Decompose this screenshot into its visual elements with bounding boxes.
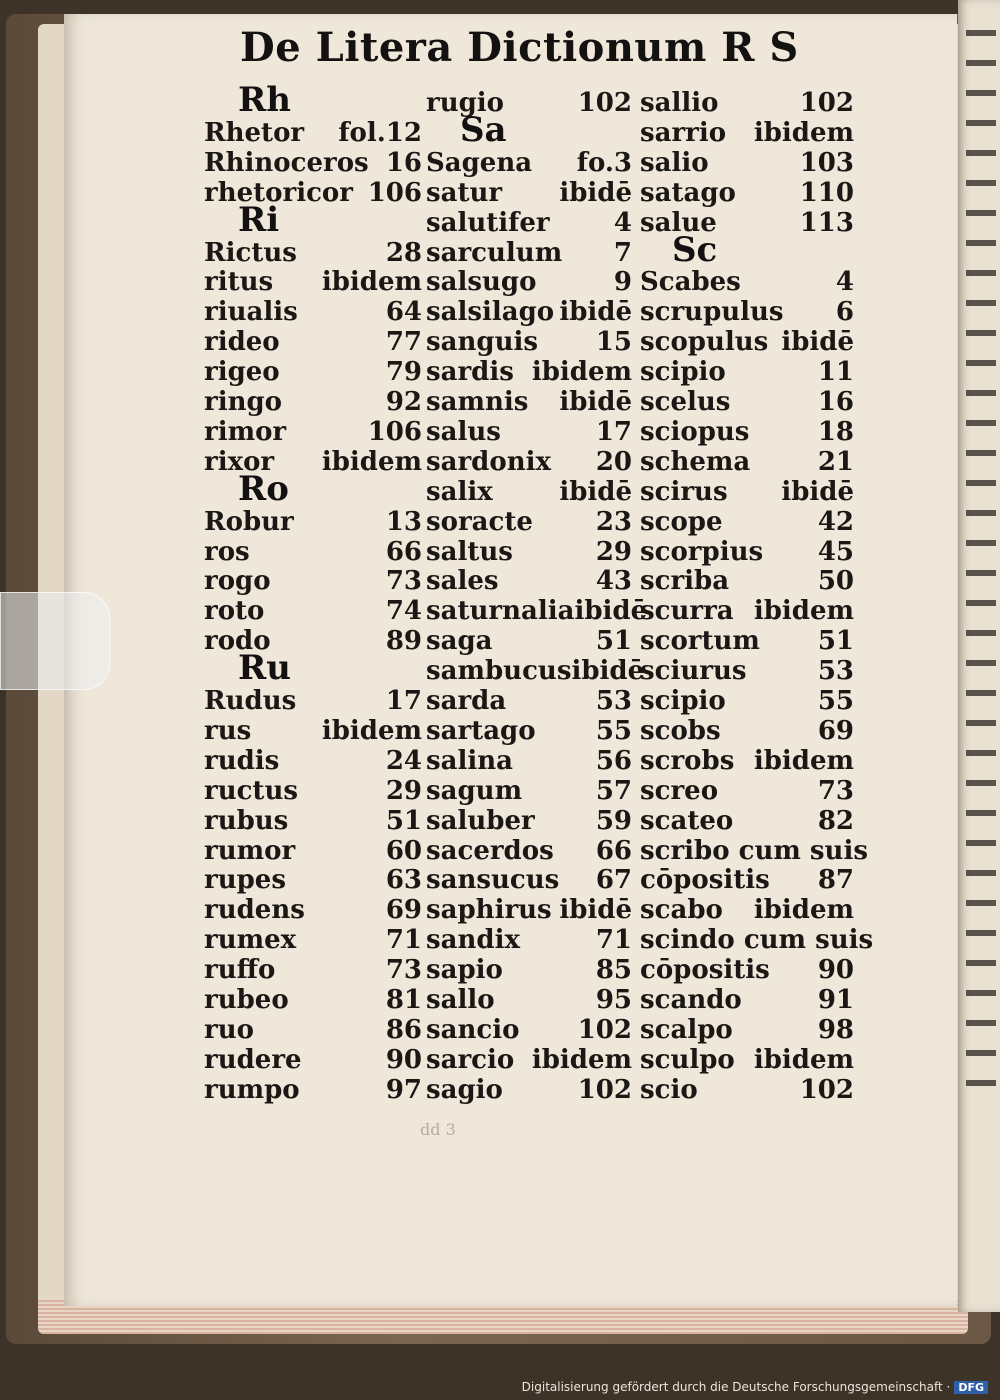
index-entry [640, 148, 854, 178]
entry-reference: ibidem [753, 117, 854, 148]
entry-reference: 85 [595, 955, 632, 986]
index-entry [204, 836, 422, 866]
entry-reference: 102 [799, 1074, 854, 1105]
plastic-page-tab [0, 592, 110, 690]
index-entry [426, 327, 632, 357]
index-entry [640, 626, 854, 656]
entry-word: scando [640, 985, 742, 1015]
entry-word: sanguis [426, 327, 538, 358]
entry-word: roto [204, 596, 265, 627]
entry-word: Sagena [426, 147, 533, 178]
entry-word: saltus [426, 536, 513, 567]
entry-reference: ibidē [559, 895, 632, 926]
entry-word: sculpo [640, 1044, 735, 1075]
index-entry [204, 1015, 422, 1045]
entry-reference: 43 [595, 566, 632, 597]
index-entry [426, 895, 632, 925]
entry-word: rideo [204, 327, 280, 358]
index-entry [204, 686, 422, 716]
index-entry [426, 566, 632, 596]
index-entry [204, 267, 422, 297]
entry-word: sacerdos [426, 835, 554, 866]
index-entry [426, 447, 632, 477]
entry-reference: ibidē [559, 387, 632, 417]
entry-reference: ibidem [753, 745, 854, 776]
entry-reference: 90 [385, 1044, 422, 1075]
entry-reference: 90 [817, 955, 854, 986]
index-entry [426, 656, 645, 687]
entry-word: scribo cum suis [640, 835, 868, 866]
entry-reference: 9 [613, 267, 632, 298]
entry-word: scipio [640, 686, 726, 716]
entry-reference: ibidē [559, 476, 632, 507]
entry-reference: ibidem [321, 267, 422, 298]
entry-word: rodo [204, 626, 271, 657]
entry-reference: 55 [817, 686, 854, 716]
entry-word: rudis [204, 745, 280, 776]
entry-word: rigeo [204, 357, 280, 388]
dfg-logo: DFG [954, 1381, 988, 1394]
entry-reference: 51 [385, 805, 422, 836]
entry-word: saga [426, 626, 493, 657]
entry-reference: 63 [385, 865, 422, 896]
entry-word: saphirus [426, 895, 552, 926]
index-entry [426, 238, 632, 268]
entry-reference: 11 [817, 357, 854, 388]
entry-reference: 16 [817, 387, 854, 417]
entry-word: sandix [426, 925, 520, 956]
section-rubric: Rh [238, 80, 291, 120]
entry-word: rimor [204, 416, 287, 447]
entry-reference: ibidē [574, 596, 648, 627]
entry-word: rumpo [204, 1074, 300, 1105]
entry-reference: 71 [595, 925, 632, 956]
entry-reference: 71 [385, 925, 422, 956]
entry-reference: 53 [595, 686, 632, 716]
entry-reference: 113 [799, 207, 854, 238]
index-entry [640, 417, 854, 447]
entry-word: satago [640, 177, 736, 208]
entry-reference: 16 [385, 147, 422, 178]
entry-word: rogo [204, 566, 271, 597]
entry-reference: 64 [385, 297, 422, 328]
entry-word: sagum [426, 775, 523, 806]
entry-reference: 91 [817, 985, 854, 1015]
index-entry [426, 955, 632, 985]
entry-reference: 53 [817, 656, 854, 687]
entry-word: ructus [204, 775, 298, 806]
entry-reference: 110 [799, 177, 854, 208]
entry-reference: 66 [385, 536, 422, 567]
entry-word: sciurus [640, 656, 747, 687]
entry-word: rudere [204, 1044, 302, 1075]
entry-reference: 4 [835, 267, 854, 298]
entry-word: scopulus [640, 327, 769, 358]
entry-reference: 18 [817, 416, 854, 447]
index-entry [204, 118, 422, 148]
index-entry [640, 1075, 854, 1105]
entry-reference: ibidē [781, 327, 854, 358]
index-entry [426, 417, 632, 447]
entry-word: sancio [426, 1014, 520, 1045]
entry-reference: ibidem [321, 446, 422, 477]
index-entry [204, 238, 422, 268]
index-entry [204, 865, 422, 895]
index-entry [204, 776, 422, 806]
entry-word: sallio [640, 88, 719, 118]
index-entry [426, 357, 632, 387]
entry-reference: 66 [595, 835, 632, 866]
entry-word: rubus [204, 805, 289, 836]
entry-reference: 102 [577, 1074, 632, 1105]
entry-word: sapio [426, 955, 503, 986]
index-entry [640, 806, 854, 836]
entry-reference: 106 [367, 177, 422, 208]
entry-word: sambucus [426, 656, 572, 687]
entry-word: scurra [640, 596, 734, 627]
entry-reference: 23 [595, 506, 632, 537]
entry-word: rumor [204, 835, 296, 866]
index-entry [640, 297, 854, 327]
entry-reference: ibidem [753, 1044, 854, 1075]
entry-reference: 24 [385, 745, 422, 776]
index-entry [426, 477, 632, 507]
entry-reference: 92 [385, 387, 422, 417]
index-entry [204, 1045, 422, 1075]
entry-word: salus [426, 416, 501, 447]
index-entry [204, 566, 422, 596]
entry-reference: 4 [613, 207, 632, 238]
entry-reference: ibidem [753, 596, 854, 627]
entry-word: salio [640, 147, 709, 178]
index-entry [426, 596, 648, 627]
entry-reference: 51 [817, 626, 854, 657]
entry-word: scindo cum suis [640, 925, 874, 956]
index-entry [426, 1015, 632, 1045]
entry-word: scirus [640, 476, 728, 507]
index-entry [640, 357, 854, 387]
index-entry [640, 1015, 854, 1045]
entry-word: screo [640, 775, 719, 806]
index-entry [426, 865, 632, 895]
entry-word: Rhinoceros [204, 147, 369, 178]
page-header: De Litera Dictionum R S [240, 24, 799, 71]
index-entry [426, 1045, 632, 1075]
entry-reference: ibidē [559, 297, 632, 328]
index-entry [640, 566, 854, 596]
signature-mark: dd 3 [420, 1120, 456, 1139]
index-entry [640, 507, 854, 537]
entry-reference: 74 [385, 596, 422, 627]
entry-reference: ibidē [571, 656, 645, 687]
entry-reference: 87 [817, 865, 854, 896]
entry-reference: 79 [385, 357, 422, 388]
entry-word: satur [426, 177, 503, 208]
index-entry [204, 297, 422, 327]
index-entry [426, 208, 632, 238]
index-entry [426, 387, 632, 417]
entry-word: sciopus [640, 416, 750, 447]
index-entry [640, 267, 854, 297]
index-entry [204, 178, 422, 208]
entry-word: scio [640, 1074, 698, 1105]
digitization-credit [522, 1380, 988, 1394]
index-entry [426, 88, 632, 118]
entry-word: soracte [426, 506, 533, 537]
entry-reference: 17 [595, 416, 632, 447]
index-entry [204, 447, 422, 477]
entry-word: sardis [426, 357, 514, 388]
index-entry [204, 357, 422, 387]
entry-reference: 95 [595, 985, 632, 1015]
entry-reference: 103 [799, 147, 854, 178]
entry-word: sansucus [426, 865, 560, 896]
entry-word: rhetoricor [204, 177, 353, 208]
index-entry [426, 836, 632, 866]
entry-word: saturnalia [426, 596, 575, 627]
entry-word: rumex [204, 925, 297, 956]
index-entry [640, 537, 854, 567]
entry-reference: 97 [385, 1074, 422, 1105]
entry-reference: 89 [385, 626, 422, 657]
index-entry [640, 447, 854, 477]
index-entry [204, 327, 422, 357]
entry-reference: 7 [613, 237, 632, 268]
entry-word: scobs [640, 715, 721, 746]
entry-word: Rictus [204, 237, 297, 268]
entry-word: sarcio [426, 1044, 515, 1075]
entry-reference: 57 [595, 775, 632, 806]
entry-word: rugio [426, 88, 504, 118]
index-entry [426, 507, 632, 537]
index-entry [426, 267, 632, 297]
index-entry [640, 118, 854, 148]
entry-reference: 73 [385, 955, 422, 986]
entry-word: salutifer [426, 207, 550, 238]
entry-reference: 77 [385, 327, 422, 358]
index-entry [640, 327, 854, 357]
entry-reference: 29 [385, 775, 422, 806]
section-rubric: Ru [238, 648, 291, 689]
entry-reference: 73 [817, 775, 854, 806]
entry-word: schema [640, 446, 751, 477]
entry-word: sales [426, 566, 499, 597]
index-entry [426, 985, 632, 1015]
entry-reference: 55 [595, 715, 632, 746]
entry-reference: ibidem [531, 1044, 632, 1075]
entry-word: sagio [426, 1074, 503, 1105]
entry-word: rubeo [204, 985, 289, 1015]
entry-word: ruffo [204, 955, 276, 986]
entry-reference: 98 [817, 1014, 854, 1045]
entry-reference: 20 [595, 446, 632, 477]
entry-word: samnis [426, 387, 529, 417]
index-entry [426, 148, 632, 178]
entry-word: rudens [204, 895, 305, 926]
index-entry [204, 955, 422, 985]
entry-word: sarrio [640, 117, 727, 148]
section-rubric: Ro [238, 468, 289, 509]
entry-reference: 6 [835, 297, 854, 328]
entry-reference: 60 [385, 835, 422, 866]
entry-word: Robur [204, 506, 294, 537]
entry-word: salix [426, 476, 493, 507]
index-entry [204, 417, 422, 447]
entry-reference: 28 [385, 237, 422, 268]
entry-reference: 21 [817, 446, 854, 477]
index-entry [640, 985, 854, 1015]
entry-word: sarda [426, 686, 507, 716]
index-entry [640, 88, 854, 118]
entry-reference: 50 [817, 566, 854, 597]
index-entry [640, 895, 854, 925]
entry-reference: 13 [385, 506, 422, 537]
entry-reference: 29 [595, 536, 632, 567]
section-rubric: Ri [238, 199, 280, 240]
index-entry [204, 895, 422, 925]
index-entry [426, 925, 632, 955]
index-entry [426, 537, 632, 567]
index-entry [426, 806, 632, 836]
entry-word: salina [426, 745, 513, 776]
index-entry [640, 596, 854, 626]
entry-word: scortum [640, 626, 760, 657]
credit-text: Digitalisierung gefördert durch die Deutsche Forschungsgemeinschaft · [521, 1380, 951, 1394]
entry-reference: ibidem [753, 895, 854, 926]
entry-word: rixor [204, 446, 275, 477]
index-entry [640, 925, 874, 956]
entry-reference: 81 [385, 985, 422, 1015]
index-entry [426, 776, 632, 806]
entry-word: rupes [204, 865, 286, 896]
entry-word: ros [204, 536, 250, 567]
entry-reference: ibidem [531, 357, 632, 388]
entry-reference: 67 [595, 865, 632, 896]
index-entry [204, 1075, 422, 1105]
entry-word: scelus [640, 387, 731, 417]
entry-reference: 102 [577, 88, 632, 118]
entry-word: Scabes [640, 267, 741, 298]
entry-word: scateo [640, 805, 734, 836]
section-rubric: Sc [672, 229, 718, 270]
entry-reference: 102 [577, 1014, 632, 1045]
entry-reference: ibidē [559, 177, 632, 208]
index-entry [204, 806, 422, 836]
index-entry [204, 148, 422, 178]
entry-word: rus [204, 715, 252, 746]
index-entry [204, 507, 422, 537]
entry-reference: ibidē [781, 476, 854, 507]
entry-word: scope [640, 506, 723, 537]
index-entry [640, 387, 854, 417]
entry-reference: 82 [817, 805, 854, 836]
entry-word: cōpositis [640, 955, 770, 986]
facing-page-edge [958, 0, 1000, 1312]
entry-word: ritus [204, 267, 274, 298]
entry-reference: 56 [595, 745, 632, 776]
index-entry [426, 686, 632, 716]
entry-word: ruo [204, 1014, 254, 1045]
index-entry [426, 1075, 632, 1105]
index-entry [640, 776, 854, 806]
index-entry [640, 686, 854, 716]
entry-reference: 73 [385, 566, 422, 597]
entry-word: scrupulus [640, 297, 784, 328]
entry-word: sarculum [426, 237, 563, 268]
entry-word: salsugo [426, 267, 537, 298]
entry-word: scabo [640, 895, 723, 926]
entry-word: sallo [426, 985, 495, 1015]
entry-reference: 102 [799, 88, 854, 118]
entry-word: scrobs [640, 745, 735, 776]
entry-reference: 86 [385, 1014, 422, 1045]
entry-word: salsilago [426, 297, 555, 328]
entry-reference: 17 [385, 686, 422, 716]
index-entry [204, 387, 422, 417]
entry-word: Rudus [204, 686, 297, 716]
index-entry [426, 746, 632, 776]
index-entry [640, 835, 868, 866]
entry-reference: fo.3 [576, 147, 632, 178]
index-entry [426, 716, 632, 746]
section-rubric: Sa [460, 109, 507, 150]
entry-word: sartago [426, 715, 536, 746]
entry-word: ringo [204, 387, 282, 417]
index-entry [204, 626, 422, 656]
index-entry [204, 925, 422, 955]
index-entry [640, 1045, 854, 1075]
index-entry [640, 865, 854, 895]
entry-reference: 45 [817, 536, 854, 567]
entry-reference: 51 [595, 626, 632, 657]
index-entry [426, 626, 632, 656]
index-entry [640, 477, 854, 507]
entry-reference: 69 [817, 715, 854, 746]
index-entry [204, 985, 422, 1015]
entry-word: scorpius [640, 536, 764, 567]
entry-word: scriba [640, 566, 730, 597]
entry-word: Rhetor [204, 117, 305, 148]
entry-word: salue [640, 207, 717, 238]
index-entry [204, 746, 422, 776]
entry-word: scalpo [640, 1014, 733, 1045]
index-entry [640, 955, 854, 985]
index-entry [426, 178, 632, 208]
entry-word: riualis [204, 297, 298, 328]
index-entry [204, 537, 422, 567]
entry-reference: fol.12 [338, 117, 422, 148]
entry-reference: ibidem [321, 715, 422, 746]
index-entry [640, 178, 854, 208]
entry-reference: 15 [595, 327, 632, 358]
entry-word: cōpositis [640, 865, 770, 896]
entry-reference: 42 [817, 506, 854, 537]
index-entry [204, 716, 422, 746]
entry-word: sardonix [426, 446, 551, 477]
index-entry [640, 656, 854, 686]
entry-reference: 106 [367, 416, 422, 447]
entry-reference: 69 [385, 895, 422, 926]
index-entry [204, 596, 422, 626]
index-entry [426, 297, 632, 327]
entry-reference: 59 [595, 805, 632, 836]
entry-word: saluber [426, 805, 535, 836]
entry-word: scipio [640, 357, 726, 388]
index-entry [640, 716, 854, 746]
index-entry [640, 746, 854, 776]
